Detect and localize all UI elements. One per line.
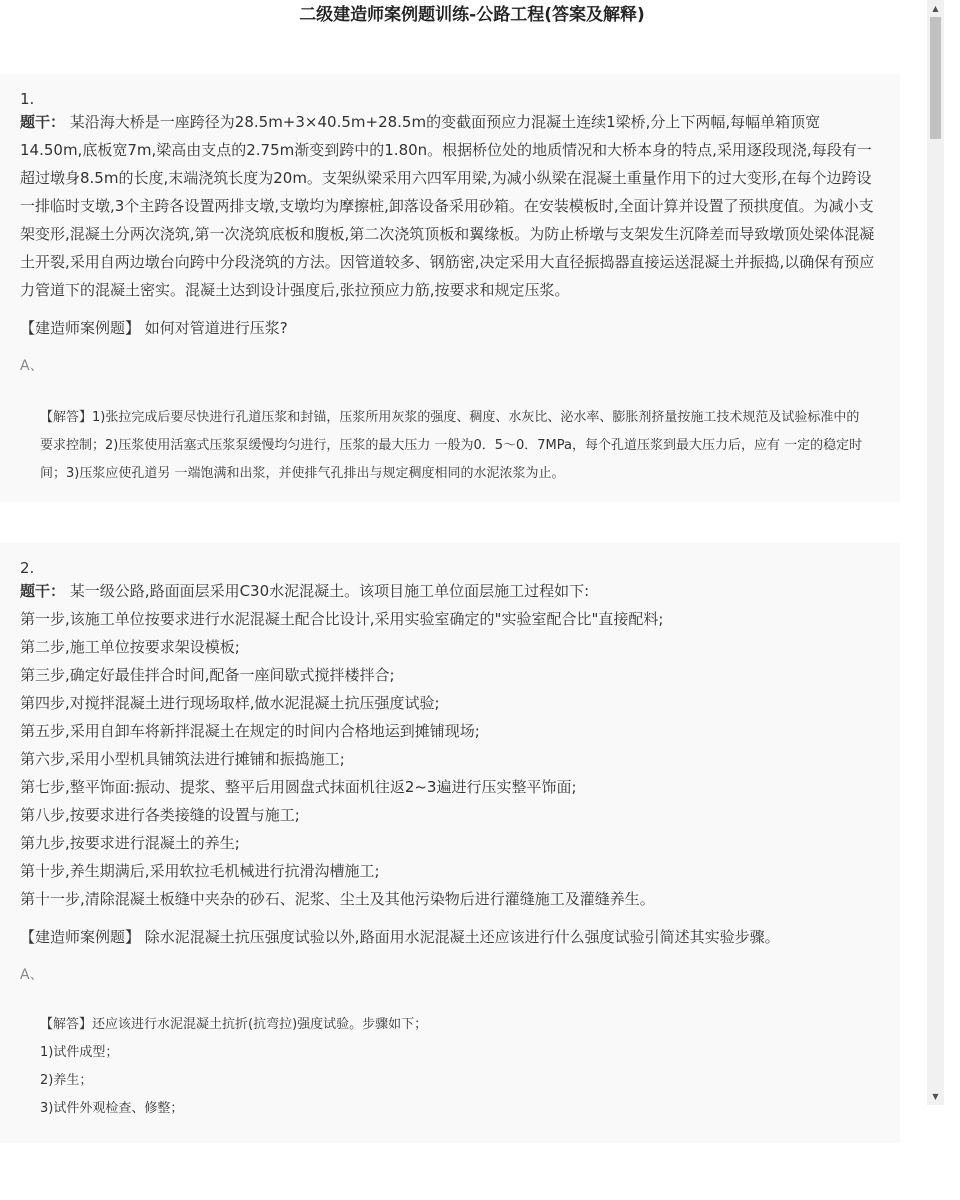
question-stem [20, 108, 880, 304]
answer-line: 2)养生； [40, 1073, 93, 1088]
scroll-up-icon[interactable]: ▲ [932, 4, 939, 13]
question-card-2 [0, 543, 900, 1143]
step-line: 第八步,按要求进行各类接缝的设置与施工; [20, 806, 300, 824]
step-line: 第六步,采用小型机具铺筑法进行摊铺和振捣施工; [20, 750, 345, 768]
step-line: 第七步,整平饰面:振动、提浆、整平后用圆盘式抹面机往返2~3遍进行压实整平饰面; [20, 778, 577, 796]
scroll-thumb[interactable] [930, 17, 941, 139]
step-line: 第三步,确定好最佳拌合时间,配备一座间歇式搅拌楼拌合; [20, 666, 395, 684]
step-line: 第五步,采用自卸车将新拌混凝土在规定的时间内合格地运到摊铺现场; [20, 722, 480, 740]
step-line: 第二步,施工单位按要求架设模板; [20, 638, 240, 656]
answer-block [20, 1011, 880, 1123]
step-line: 第十步,养生期满后,采用软拉毛机械进行抗滑沟槽施工; [20, 862, 380, 880]
vertical-scrollbar[interactable] [927, 0, 944, 1105]
answer-line: 3)试件外观检查、修整； [40, 1101, 184, 1116]
answer-line: 【解答】还应该进行水泥混凝土抗折(抗弯拉)强度试验。步骤如下； [40, 1017, 428, 1032]
option-a[interactable]: A、 [20, 967, 44, 983]
stem-text: 某一级公路,路面面层采用C30水泥混凝土。该项目施工单位面层施工过程如下: [69, 582, 590, 600]
page-title: 二级建造师案例题训练-公路工程(答案及解释) [299, 5, 645, 25]
question-number: 2. [20, 559, 35, 577]
scroll-down-icon[interactable]: ▼ [932, 1092, 939, 1101]
stem-label: 题干： [20, 113, 66, 131]
step-line: 第一步,该施工单位按要求进行水泥混凝土配合比设计,采用实验室确定的"实验室配合比"直接配料; [20, 610, 664, 628]
option-a[interactable]: A、 [20, 358, 44, 374]
case-question [20, 923, 880, 951]
case-text: 除水泥混凝土抗压强度试验以外,路面用水泥混凝土还应该进行什么强度试验引简述其实验步骤。 [144, 928, 780, 946]
stem-text: 某沿海大桥是一座跨径为28.5m+3×40.5m+28.5m的变截面预应力混凝土连续1梁桥,分上下两幅,每幅单箱顶宽14.50m,底板宽7m,梁高由支点的2.75m渐变到跨中的1.80n。根据桥位处的地质情况和大桥本身的特点,采用逐段现浇,每段有一超过墩身8.5m的长度,末端浇筑长度为20m。支架纵梁采用六四军用梁,为减小纵梁在混凝土重量作用下的过大变形,在每个边跨设一排临时支墩,3个主跨各设置两排支墩,支墩均为摩擦桩,卸落设备采用砂箱。在安装模板时,全面计算并设置了预拱度值。为减小支架变形,混凝土分两次浇筑,第一次浇筑底板和腹板,第二次浇筑顶板和翼缘板。为防止桥墩与支架发生沉降差而导致墩顶处梁体混凝土开裂,采用自两边墩台向跨中分段浇筑的方法。因管道较多、钢筋密,决定采用大直径振捣器直接运送混凝土并振捣,以确保有预应力管道下的混凝土密实。混凝土达到设计强度后,张拉预应力筋,按要求和规定压浆。 [20, 113, 875, 299]
case-question [20, 314, 880, 342]
answer-text: 【解答】1)张拉完成后要尽快进行孔道压浆和封锚，压浆所用灰浆的强度、稠度、水灰比、泌水率、膨胀剂挤量按施工技术规范及试验标准中的要求控制；2)压浆使用活塞式压浆泵缓慢均匀进行，压浆的最大压力 一般为0．5～0．7MPa，每个孔道压浆到最大压力后，应有 一定的稳定时间；3)压浆应使孔道另 一端饱满和出浆，并使排气孔排出与规定稠度相同的水泥浓浆为止。 [40, 410, 863, 481]
step-line: 第九步,按要求进行混凝土的养生; [20, 834, 240, 852]
question-number: 1. [20, 90, 35, 108]
step-line: 第四步,对搅拌混凝土进行现场取样,做水泥混凝土抗压强度试验; [20, 694, 440, 712]
answer-line: 1)试件成型； [40, 1045, 119, 1060]
question-stem [20, 577, 880, 605]
answer-block [20, 404, 880, 488]
question-card-1 [0, 74, 900, 502]
case-label: 【建造师案例题】 [20, 928, 141, 946]
case-label: 【建造师案例题】 [20, 319, 141, 337]
step-line: 第十一步,清除混凝土板缝中夹杂的砂石、泥浆、尘土及其他污染物后进行灌缝施工及灌缝养生。 [20, 890, 655, 908]
stem-label: 题干： [20, 582, 66, 600]
case-text: 如何对管道进行压浆? [144, 319, 288, 337]
